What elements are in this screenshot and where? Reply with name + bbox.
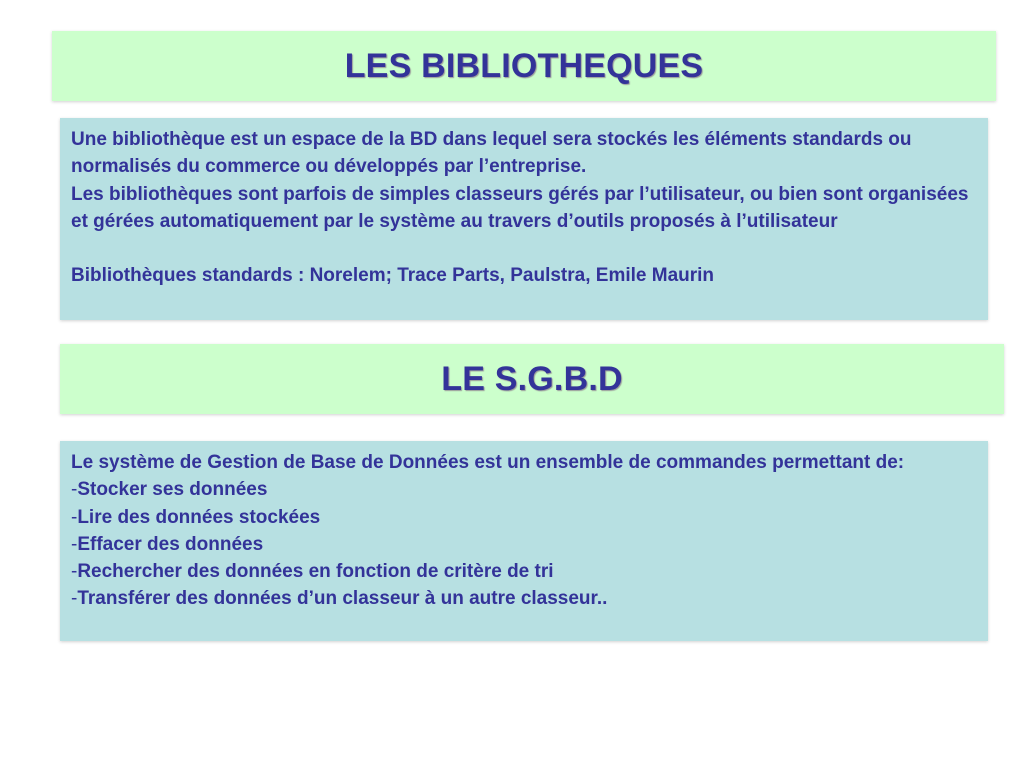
sgbd-bullet-item <box>71 504 978 531</box>
bibliotheques-title: LES BIBLIOTHEQUES <box>344 46 704 85</box>
bibliotheques-definition: Une bibliothèque est un espace de la BD dans lequel sera stockés les éléments standards ou normalisés du commerce ou développés par l’entreprise. <box>71 129 912 178</box>
sgbd-bullet-text: Effacer des données <box>77 533 264 555</box>
bibliotheques-standards: Bibliothèques standards : Norelem; Trace Parts, Paulstra, Emile Maurin <box>71 265 715 287</box>
sgbd-title: LE S.G.B.D <box>441 359 623 398</box>
sgbd-bullet-item <box>71 558 978 585</box>
bullet-dash: - <box>71 479 78 501</box>
bibliotheques-banner <box>52 31 996 101</box>
sgbd-textbox <box>60 441 988 641</box>
bibliotheques-textbox <box>60 118 988 320</box>
bullet-dash: - <box>71 588 78 610</box>
bibliotheques-description: Les bibliothèques sont parfois de simples classeurs gérés par l’utilisateur, ou bien sont organisées et gérées automatiquement par le système au travers d’outils proposés à l’utilisateur <box>71 183 969 232</box>
sgbd-bullet-item <box>71 585 978 612</box>
bullet-dash: - <box>71 533 78 555</box>
bullet-dash: - <box>71 506 78 528</box>
sgbd-bullet-text: Rechercher des données en fonction de critère de tri <box>77 561 554 583</box>
bullet-dash: - <box>71 561 78 583</box>
sgbd-bullet-text: Transférer des données d’un classeur à un autre classeur.. <box>77 588 608 610</box>
sgbd-bullet-text: Lire des données stockées <box>77 506 321 528</box>
sgbd-bullet-item <box>71 531 978 558</box>
sgbd-banner <box>60 344 1004 414</box>
sgbd-bullet-item <box>71 476 978 503</box>
paragraph-spacer <box>71 235 978 262</box>
sgbd-intro: Le système de Gestion de Base de Données est un ensemble de commandes permettant de: <box>71 452 905 473</box>
sgbd-bullet-text: Stocker ses données <box>77 479 268 501</box>
